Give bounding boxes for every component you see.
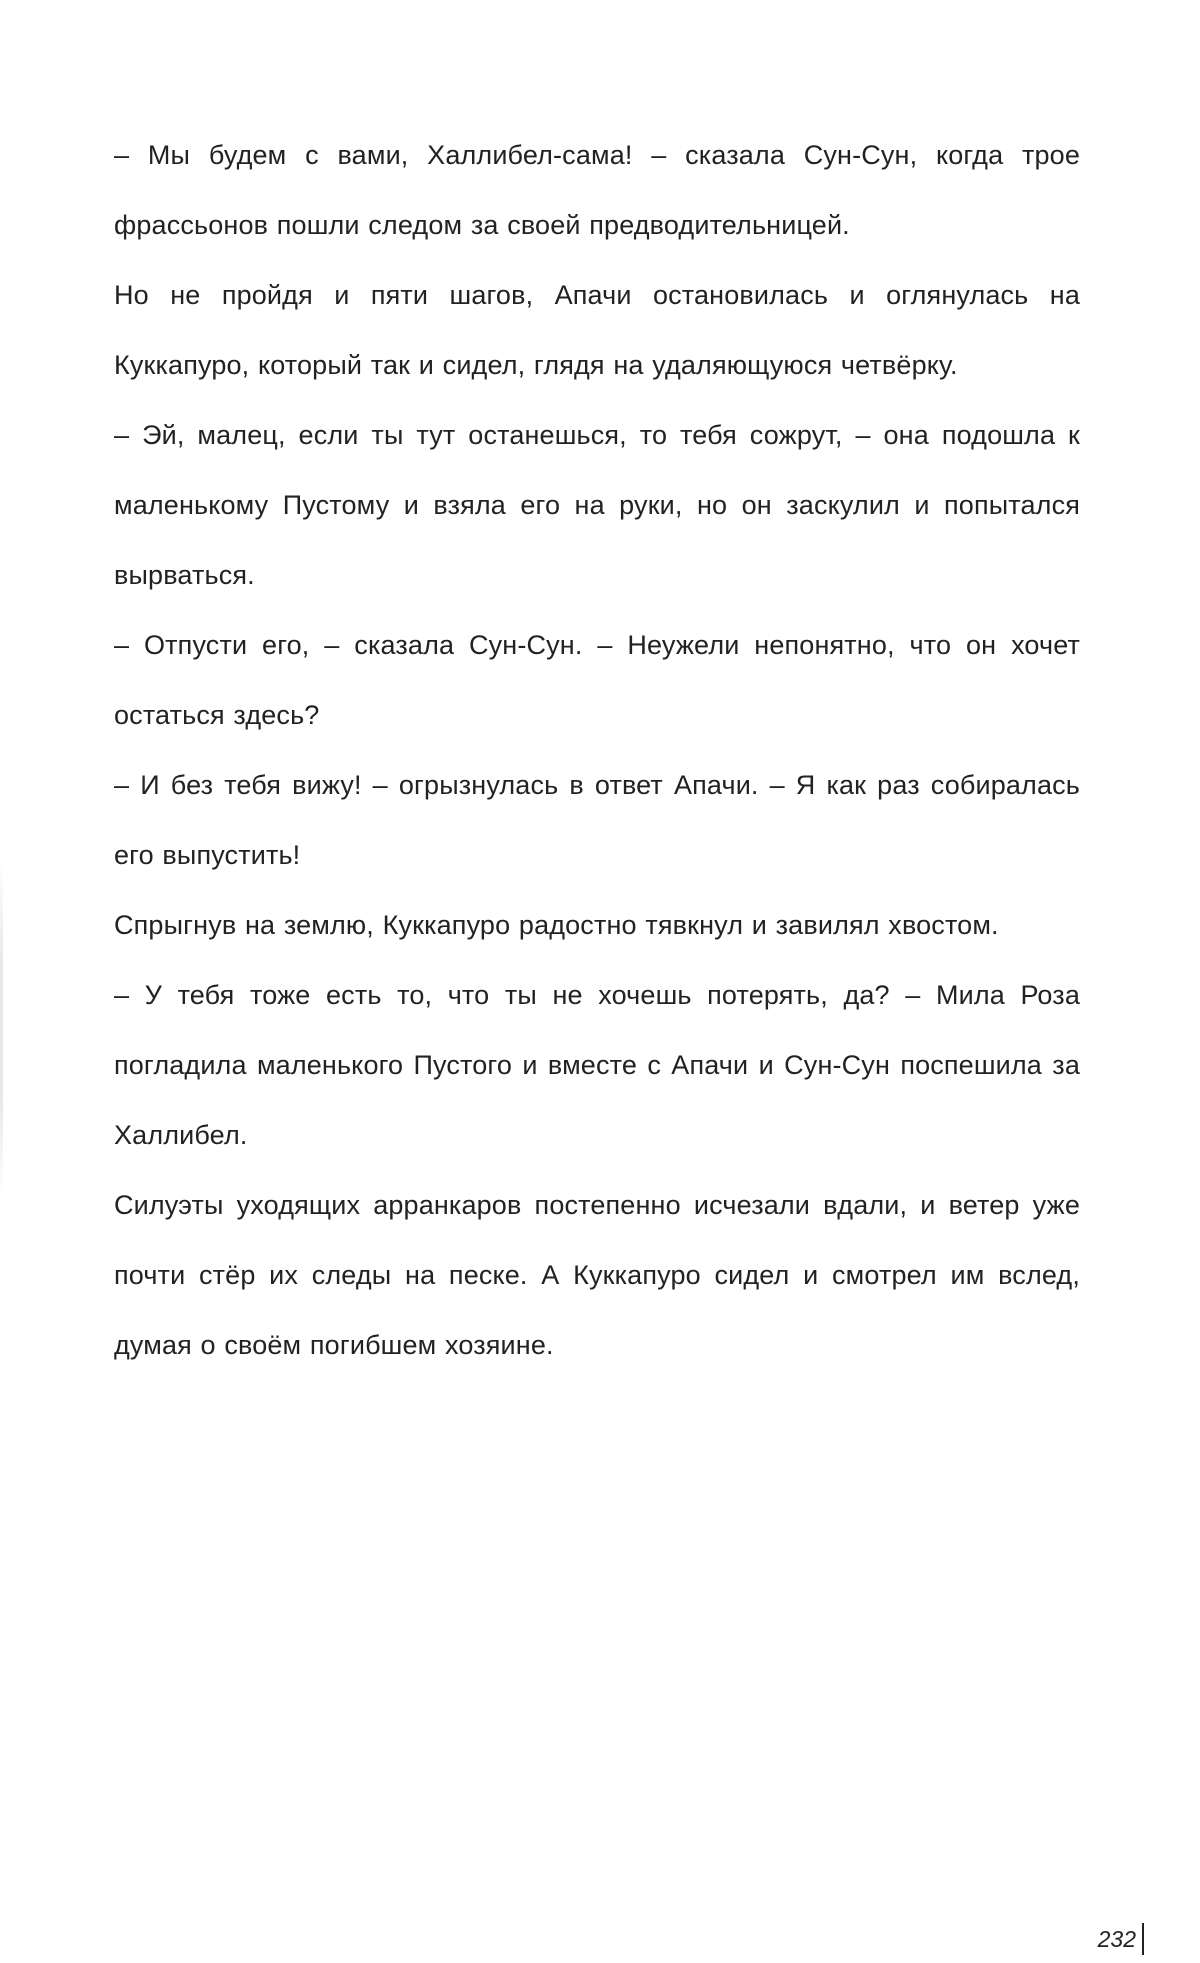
paragraph: Силуэты уходящих арранкаров постепенно исчезали вдали, и ветер уже почти стёр их следы на песке. А Куккапуро сидел и смотрел им вслед, думая о своём погибшем хозяине. <box>114 1190 1080 1360</box>
paragraph: – Мы будем с вами, Халлибел-сама! – сказала Сун-Сун, когда трое фрассьонов пошли следом за своей предводительницей. <box>114 140 1080 240</box>
paragraph: Но не пройдя и пяти шагов, Апачи остановилась и оглянулась на Куккапуро, который так и сидел, глядя на удаляющуюся четвёрку. <box>114 280 1080 380</box>
paragraph: – И без тебя вижу! – огрызнулась в ответ Апачи. – Я как раз собиралась его выпустить! <box>114 770 1080 870</box>
paragraph: – Отпусти его, – сказала Сун-Сун. – Неужели непонятно, что он хочет остаться здесь? <box>114 630 1080 730</box>
paragraph: – У тебя тоже есть то, что ты не хочешь потерять, да? – Мила Роза погладила маленького Пустого и вместе с Апачи и Сун-Сун поспешила за Халлибел. <box>114 980 1080 1150</box>
page-number: 232 <box>1098 1923 1144 1955</box>
paragraph: – Эй, малец, если ты тут останешься, то тебя сожрут, – она подошла к маленькому Пустому и взяла его на руки, но он заскулил и попытался вырваться. <box>114 420 1080 590</box>
page-edge-shadow <box>0 860 3 1200</box>
paragraph: Спрыгнув на землю, Куккапуро радостно тявкнул и завилял хвостом. <box>114 910 999 940</box>
body-text <box>114 120 1080 1380</box>
